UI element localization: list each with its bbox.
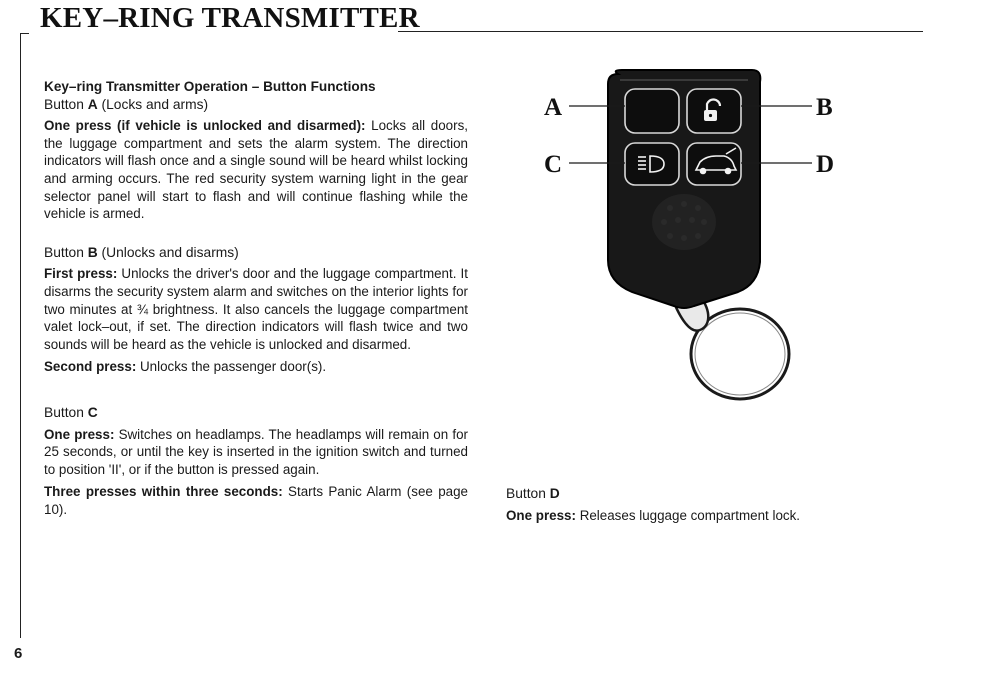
padlock-icon: [704, 100, 720, 122]
key-ring: [691, 309, 789, 399]
button-b-second-press: Second press: Unlocks the passenger door(s).: [44, 359, 327, 375]
headlamp-icon: [638, 156, 664, 172]
button-a-description: One press (if vehicle is unlocked and disarmed): Locks all doors, the luggage compartment and sets the alarm system. The direction indicators will flash once and a single sound will be heard whilst locking and arming occurs. The red security system warning light in the gear selector panel will start to flash and will continue flashing while the vehicle is armed.: [44, 118, 469, 222]
fob-body: [608, 70, 760, 308]
button-d-one-press: One press: Releases luggage compartment lock.: [506, 507, 801, 523]
button-c-heading: Button C: [44, 404, 98, 420]
label-a: A: [544, 94, 563, 121]
page-number: 6: [14, 645, 23, 662]
section-heading: Key–ring Transmitter Operation – Button Functions: [44, 79, 376, 94]
car-trunk-icon: [696, 148, 736, 174]
fob-button-d: [687, 143, 741, 185]
fob-button-a: [625, 89, 679, 133]
button-b-first-press: First press: Unlocks the driver's door and the luggage compartment. It disarms the security system alarm and switches on the interior lights for two minutes at ¾ brightness. It also cancels the luggage compartment valet lock–out, if set. The direction indicators will flash twice and two sounds will be heard as the vehicle is unlocked and disarmed.: [44, 266, 468, 352]
key-ring-link: [672, 289, 709, 331]
title-rule: [398, 31, 923, 32]
fob-button-b: [687, 89, 741, 133]
button-c-one-press: One press: Switches on headlamps. The headlamps will remain on for 25 seconds, or until the key is inserted in the ignition switch and turned to position 'II', or if the button is pressed again.: [44, 426, 468, 477]
fob-speaker-grille: [652, 194, 716, 250]
button-c-three-presses: Three presses within three seconds: Starts Panic Alarm (see page 10).: [44, 484, 468, 517]
left-column: [44, 78, 468, 518]
button-b-heading: Button B (Unlocks and disarms): [44, 244, 239, 260]
label-d: D: [816, 151, 835, 178]
margin-line: [20, 33, 21, 638]
button-d-heading: Button D: [506, 486, 560, 501]
label-b: B: [816, 94, 833, 121]
page-title: KEY–RING TRANSMITTER: [40, 2, 420, 34]
label-c: C: [544, 151, 563, 178]
fob-button-c: [625, 143, 679, 185]
margin-tick: [21, 33, 29, 34]
button-a-heading: Button A (Locks and arms): [44, 96, 209, 112]
right-column: [506, 485, 906, 524]
